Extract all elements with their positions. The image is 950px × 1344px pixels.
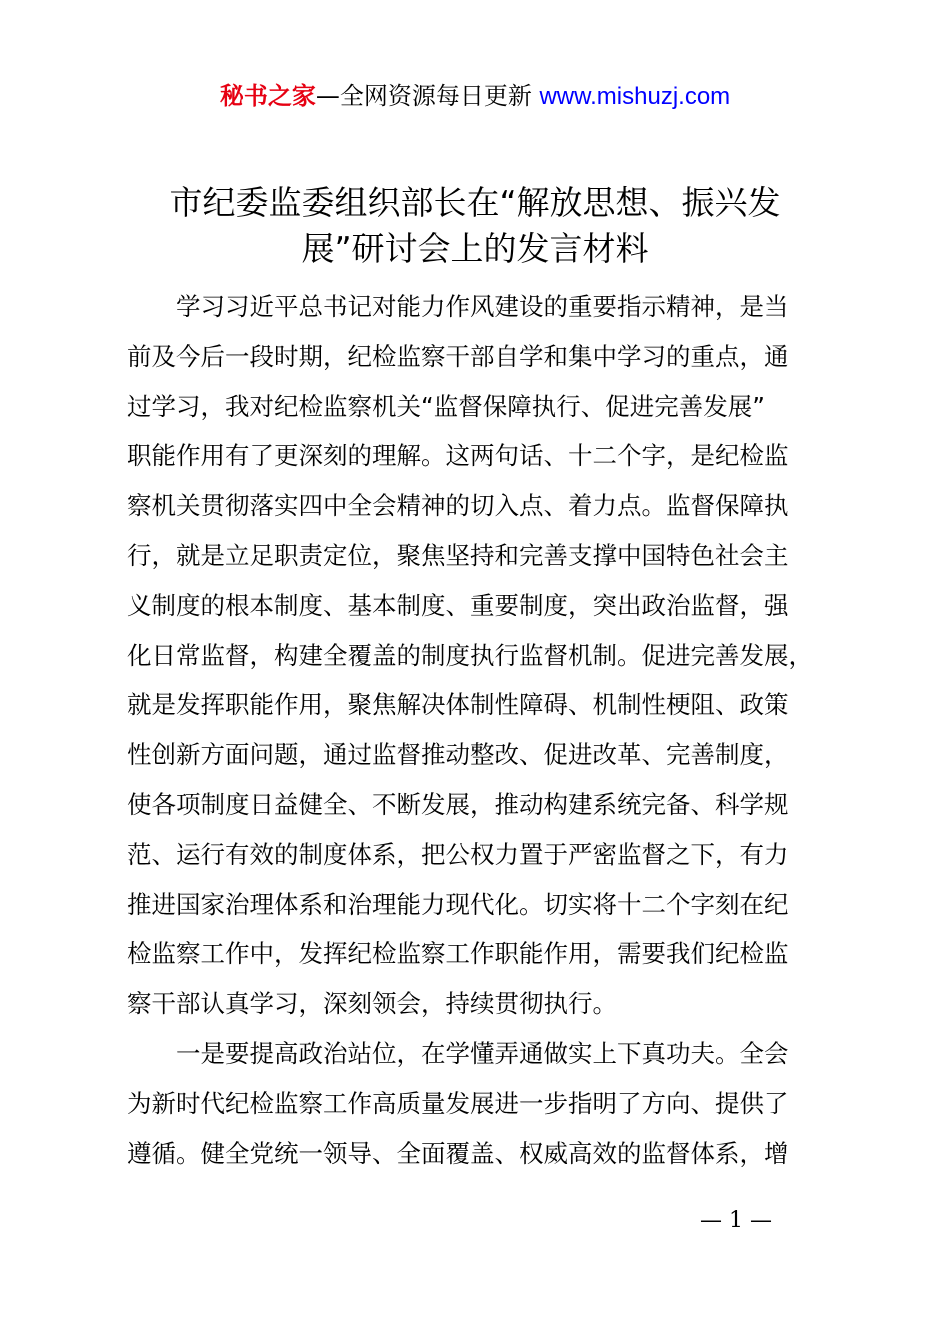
site-url-link[interactable]: www.mishuzj.com [539, 83, 731, 110]
body-line: 使各项制度日益健全、不断发展，推动构建系统完备、科学规 [127, 789, 789, 819]
page-number: — 1 — [700, 1208, 772, 1233]
site-header [0, 78, 950, 115]
body-line: 察干部认真学习，深刻领会，持续贯彻执行。 [127, 989, 617, 1019]
body-line: 行，就是立足职责定位，聚焦坚持和完善支撑中国特色社会主 [127, 540, 789, 570]
body-line: 化日常监督，构建全覆盖的制度执行监督机制。促进完善发展， [127, 640, 813, 670]
document-title [100, 180, 850, 272]
title-line: 市纪委监委组织部长在“解放思想、振兴发 [169, 183, 781, 222]
body-line: 检监察工作中，发挥纪检监察工作职能作用，需要我们纪检监 [127, 939, 789, 969]
body-line: 过学习，我对纪检监察机关“监督保障执行、促进完善发展” [127, 391, 765, 421]
body-line: 学习习近平总书记对能力作风建设的重要指示精神，是当 [127, 292, 789, 321]
body-line: 性创新方面问题，通过监督推动整改、促进改革、完善制度， [127, 740, 789, 770]
body-line: 察机关贯彻落实四中全会精神的切入点、着力点。监督保障执 [127, 491, 789, 521]
header-tagline: —全网资源每日更新 [315, 82, 532, 110]
document-body [127, 282, 847, 1178]
body-line: 就是发挥职能作用，聚焦解决体制性障碍、机制性梗阻、政策 [127, 690, 789, 720]
title-line: 展”研讨会上的发言材料 [301, 229, 649, 268]
brand-name: 秘书之家 [219, 82, 316, 110]
body-line: 前及今后一段时期，纪检监察干部自学和集中学习的重点，通 [127, 341, 789, 371]
body-line: 一是要提高政治站位，在学懂弄通做实上下真功夫。全会 [127, 1038, 789, 1068]
body-line: 职能作用有了更深刻的理解。这两句话、十二个字，是纪检监 [127, 441, 789, 471]
body-line: 义制度的根本制度、基本制度、重要制度，突出政治监督，强 [127, 590, 789, 620]
body-line: 遵循。健全党统一领导、全面覆盖、权威高效的监督体系，增 [127, 1138, 789, 1168]
body-line: 范、运行有效的制度体系，把公权力置于严密监督之下，有力 [127, 839, 789, 869]
body-line: 推进国家治理体系和治理能力现代化。切实将十二个字刻在纪 [127, 889, 789, 919]
body-line: 为新时代纪检监察工作高质量发展进一步指明了方向、提供了 [127, 1088, 789, 1118]
